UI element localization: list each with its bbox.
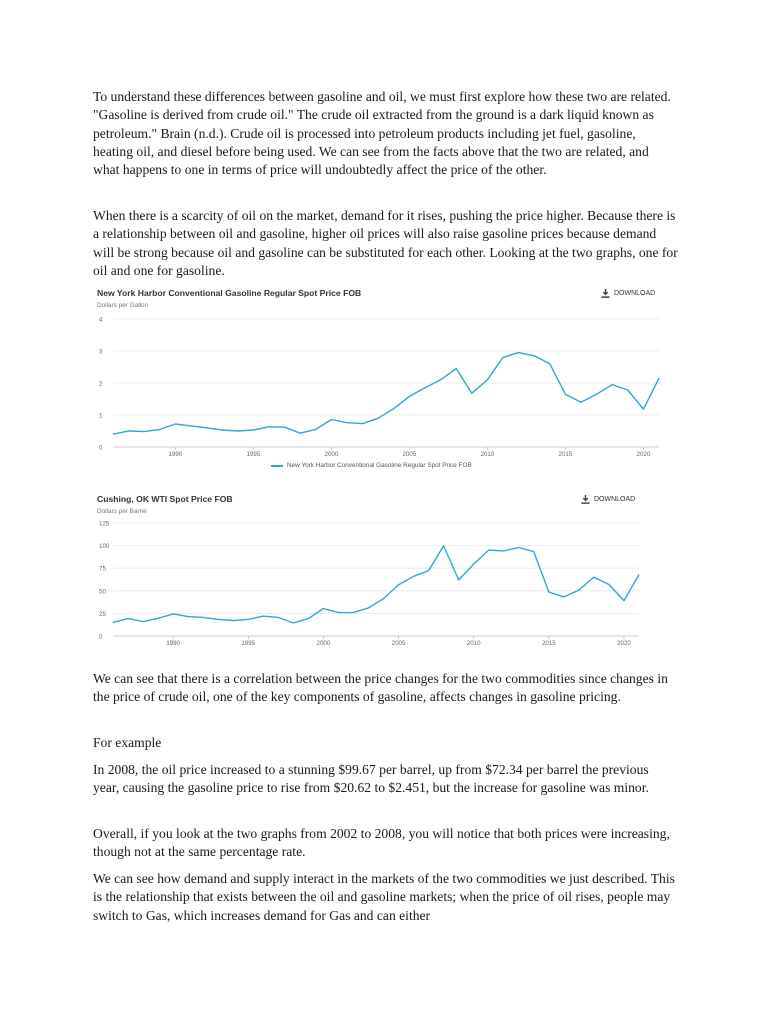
x-tick-label: 1990	[166, 640, 180, 647]
x-tick-label: 2010	[466, 640, 481, 647]
x-tick-label: 2000	[316, 640, 331, 647]
paragraph-7: We can see how demand and supply interact in the markets of the two commodities we just described. This is the relationship that exists between the oil and gasoline markets; when the price of oil rises, people may switch to Gas, which increases demand for Gas and can either	[93, 871, 675, 923]
y-tick-label: 25	[99, 610, 106, 618]
x-tick-label: 2015	[558, 451, 573, 458]
x-tick-label: 2005	[402, 451, 417, 458]
paragraph-2: When there is a scarcity of oil on the market, demand for it rises, pushing the price higher. Because there is a relationship between oil and gasoline, higher oil prices will also raise gasoline prices because demand will be strong because oil and gasoline can be substituted for each other. Looking at the two graphs, one for oil and one for gasoline.	[93, 208, 678, 278]
x-tick-label: 2005	[391, 640, 406, 647]
y-tick-label: 4	[99, 316, 103, 324]
paragraph-1: To understand these differences between gasoline and oil, we must first explore how these two are related. "Gasoline is derived from crude oil." The crude oil extracted from the ground is a dark liquid known as petroleum." Brain (n.d.). Crude oil is processed into petroleum products including jet fuel, gasoline, heating oil, and diesel before being used. We can see from the facts above that the two are related, and what happens to one in terms of price will undoubtedly affect the price of the other.	[93, 89, 671, 178]
y-tick-label: 50	[99, 588, 106, 596]
series-line	[113, 546, 639, 623]
wti-chart	[93, 494, 678, 662]
x-tick-label: 2015	[541, 640, 556, 647]
gasoline-plot	[93, 288, 678, 458]
y-tick-label: 2	[99, 380, 103, 388]
x-tick-label: 2000	[324, 451, 339, 458]
y-tick-label: 0	[99, 633, 103, 641]
legend-swatch	[271, 465, 283, 467]
download-label: DOWNLOAD	[594, 496, 636, 503]
chart-title: New York Harbor Conventional Gasoline Regular Spot Price FOB	[97, 288, 362, 298]
series-line	[113, 353, 659, 435]
chart-unit-label: Dollars per Barrel	[97, 508, 147, 515]
paragraph-4: For example	[93, 735, 162, 750]
x-tick-label: 2020	[617, 640, 631, 647]
y-tick-label: 125	[99, 520, 110, 528]
wti-plot	[93, 494, 678, 662]
paragraph-6: Overall, if you look at the two graphs from 2002 to 2008, you will notice that both prices were increasing, though not at the same percentage rate.	[93, 826, 670, 860]
y-tick-label: 100	[99, 543, 110, 551]
x-tick-label: 1990	[168, 451, 183, 458]
chart-legend	[271, 462, 472, 469]
x-tick-label: 1995	[246, 451, 261, 458]
x-tick-label: 1995	[241, 640, 256, 647]
y-tick-label: 0	[99, 444, 103, 452]
chart-title: Cushing, OK WTI Spot Price FOB	[97, 494, 233, 504]
y-tick-label: 75	[99, 565, 106, 573]
download-label: DOWNLOAD	[614, 290, 656, 297]
paragraph-5: In 2008, the oil price increased to a stunning $99.67 per barrel, up from $72.34 per barrel the previous year, causing the gasoline price to rise from $20.62 to $2.451, but the increase for gasoline was minor.	[93, 762, 649, 796]
chart-unit-label: Dollars per Gallon	[97, 302, 149, 309]
gasoline-chart	[93, 288, 678, 478]
paragraph-3: We can see that there is a correlation between the price changes for the two commodities since changes in the price of crude oil, one of the key components of gasoline, affects changes in gasoline pricing.	[93, 671, 668, 705]
x-tick-label: 2020	[636, 451, 651, 458]
y-tick-label: 1	[99, 412, 103, 420]
y-tick-label: 3	[99, 348, 103, 356]
legend-label: New York Harbor Conventional Gasoline Regular Spot Price FOB	[287, 462, 472, 469]
x-tick-label: 2010	[480, 451, 495, 458]
